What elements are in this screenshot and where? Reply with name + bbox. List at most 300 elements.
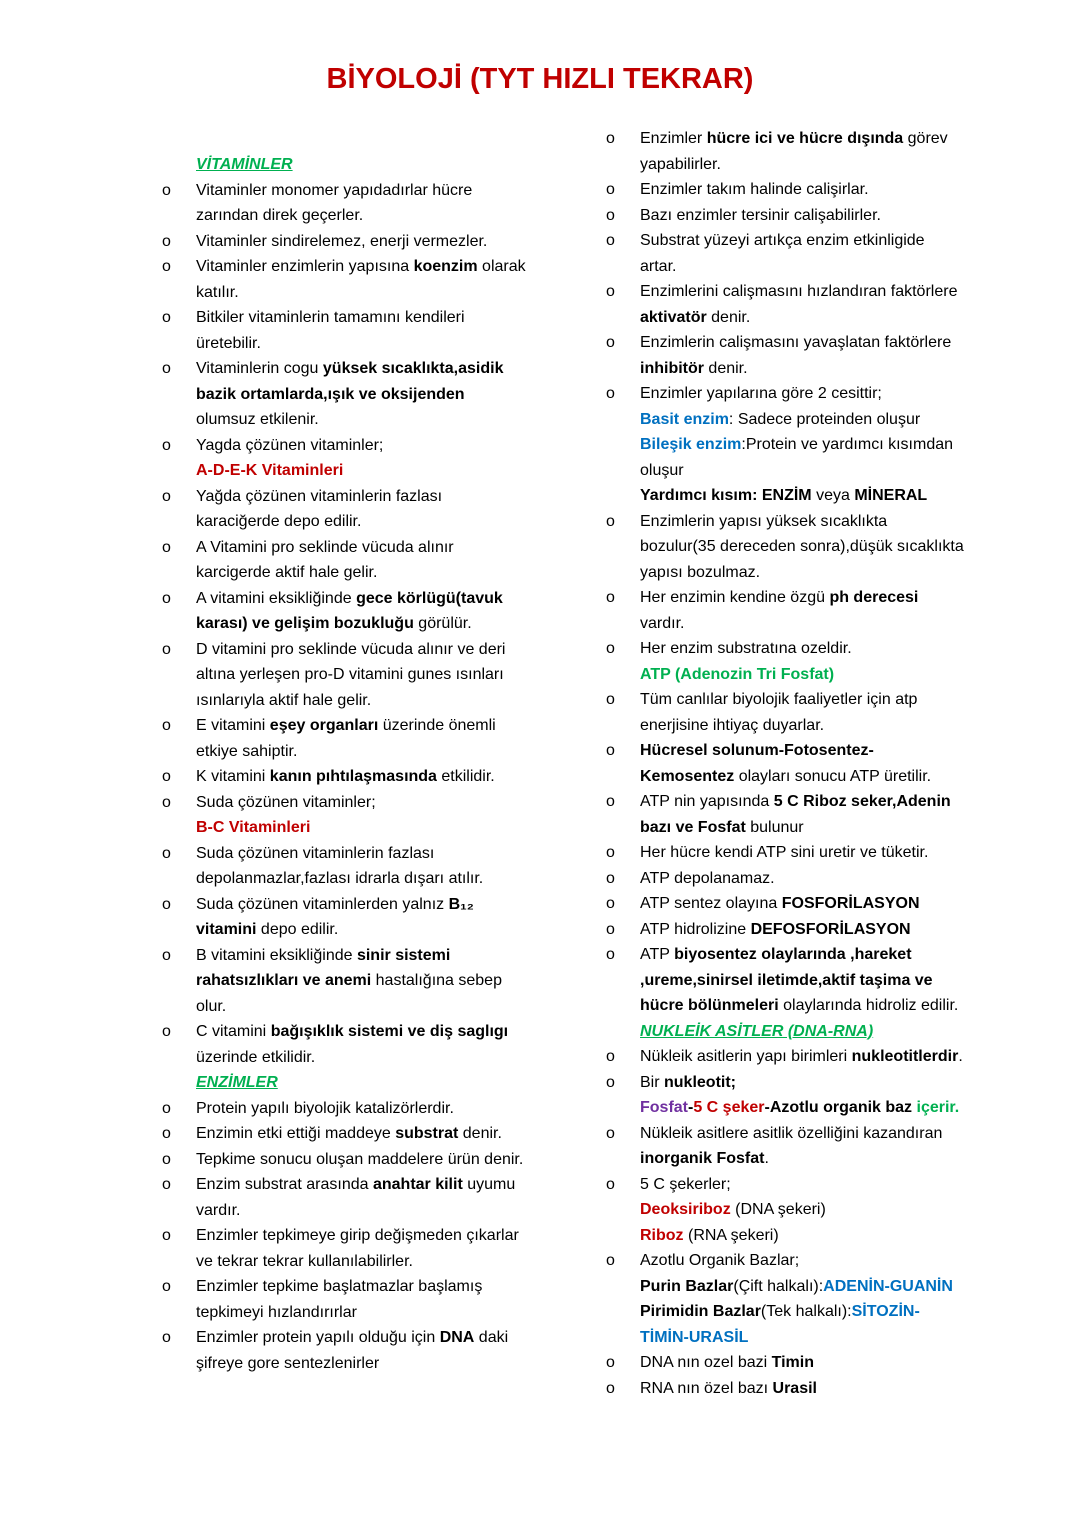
bullet-marker: o [162,1227,171,1244]
item-text [640,1376,964,1402]
item-text [640,1172,964,1198]
text-run: gece körlügü(tavuk karası) ve gelişim bozukluğu [196,589,503,632]
list-item [158,586,528,637]
text-run: denir. [703,359,748,377]
item-text [196,815,528,841]
item-text [196,433,528,459]
text-run: olayları sonucu ATP üretilir. [734,767,932,785]
text-run: . [958,1048,963,1065]
bullet-marker: o [162,589,171,607]
text-run: :Protein ve yardımcı kısımdan oluşur [640,436,954,479]
bullet-marker: o [606,742,615,759]
item-text [640,279,964,330]
bullet-spacer [602,1274,640,1300]
list-item [602,1376,964,1402]
item-text [196,1096,528,1122]
text-run: Azotlu organik baz [769,1099,917,1116]
list-item [158,1019,528,1070]
bullet-spacer [602,432,640,483]
text-run: hücre ici ve hücre dışında [706,130,904,147]
list-item [158,713,528,764]
bullet-marker: o [606,1048,615,1065]
list-item [602,1044,964,1070]
text-run: Bir [640,1073,664,1091]
content-columns [0,126,1080,1401]
text-run: sinir sistemi rahatsızlıkları ve anemi [196,946,451,989]
list-item [602,942,964,1019]
bullet-spacer [602,1299,640,1350]
text-run: Pirimidin Bazlar [640,1303,761,1320]
text-run: ENZİMLER [196,1074,278,1091]
text-run: A vitamini eksikliğinde [196,589,357,607]
item-text [196,943,528,1020]
list-continuation [602,483,964,509]
text-run: Riboz [640,1226,684,1244]
text-run: . [764,1150,769,1167]
item-text [196,152,528,178]
bullet-spacer [602,483,640,509]
item-text [196,1070,528,1096]
text-run: A Vitamini pro seklinde vücuda alınır karcigerde aktif hale gelir. [196,538,454,581]
text-run: RNA nın özel bazı [640,1379,773,1397]
item-text [640,840,964,866]
text-run: D vitamini pro seklinde vücuda alınır ve deri altına yerleşen pro-D vitamini gunes ısınları ısınlarıyla aktif hale gelir. [196,640,506,709]
item-text [640,866,964,892]
bullet-marker: o [162,360,171,377]
item-text [196,1019,528,1070]
text-run: Protein yapılı biyolojik katalizörlerdir. [196,1099,454,1117]
text-run: biyosentez olaylarında ,hareket ,ureme,sinirsel iletimde,aktif taşima ve hücre bölünmeleri [640,946,933,1014]
bullet-marker: o [606,385,615,402]
text-run: ATP sentez olayına [640,895,782,912]
item-text [640,942,964,1019]
item-text [640,228,964,279]
text-run: Suda çözünen vitaminlerden yalnız [196,895,449,913]
bullet-marker: o [606,844,615,861]
bullet-marker: o [162,181,171,199]
bullet-marker: o [162,258,171,275]
text-run: 5 C şeker [693,1099,765,1116]
text-run: B-C Vitaminleri [196,819,311,836]
text-run: Vitaminler sindirelemez, enerji vermezler. [196,232,488,250]
list-item [602,840,964,866]
list-item [602,917,964,943]
bullet-marker: o [162,717,171,734]
text-run: (RNA şekeri) [683,1226,779,1244]
list-item [602,279,964,330]
bullet-marker: o [162,232,171,250]
bullet-spacer [158,815,196,841]
list-item [602,1070,964,1096]
bullet-spacer [158,1070,196,1096]
text-run: nukleotit; [664,1073,736,1091]
bullet-marker: o [162,640,171,658]
text-run: üzerinde etkilidir. [196,1048,316,1066]
text-run: Enzimler [640,130,707,147]
list-continuation [602,1274,964,1300]
text-run: Hücresel solunum-Fotosentez-Kemosentez [640,742,874,785]
item-text [196,458,528,484]
text-run: Her hücre kendi ATP sini uretir ve tüketir. [640,844,929,861]
item-text [196,254,528,305]
item-text [196,1121,528,1147]
text-run: (DNA şekeri) [730,1201,826,1218]
text-run: Her enzim substratına ozeldir. [640,640,852,657]
item-text [196,586,528,637]
list-item [158,254,528,305]
bullet-marker: o [162,538,171,556]
bullet-marker: o [606,334,615,351]
text-run: Substrat yüzeyi artıkça enzim etkinligide artar. [640,232,925,275]
text-run: Urasil [772,1379,817,1397]
bullet-spacer [602,1223,640,1249]
bullet-marker: o [162,1278,171,1295]
item-text [640,1274,964,1300]
bullet-marker: o [162,1023,171,1040]
text-run: Suda çözünen vitaminlerin fazlası depolanmazlar,fazlası idrarla dışarı atılır. [196,844,484,887]
text-run: bağışıklık sistemi ve diş saglıgı [270,1023,509,1040]
bullet-marker: o [606,1175,615,1193]
bullet-marker: o [162,1125,171,1142]
item-text [640,585,964,636]
text-run: görülür. [413,615,472,632]
list-item [602,738,964,789]
text-run: Bitkiler vitaminlerin tamamını kendileri üretebilir. [196,309,465,352]
text-run: A-D-E-K Vitaminleri [196,462,344,479]
page-title: BİYOLOJİ (TYT HIZLI TEKRAR) [326,63,754,95]
item-text [640,483,964,509]
bullet-spacer [158,152,196,178]
text-run: (Çift halkalı): [733,1277,824,1295]
list-item [158,1121,528,1147]
list-item [602,636,964,662]
text-run: FOSFORİLASYON [781,895,920,912]
item-text [640,1197,964,1223]
item-text [196,484,528,535]
text-run: C vitamini [196,1023,271,1040]
text-run: vardır. [640,614,685,632]
text-run: B₁₂ vitamini [196,895,474,938]
list-item [602,1172,964,1198]
left-column [158,126,528,1401]
list-item [602,891,964,917]
right-column [602,126,964,1401]
text-run: uyumu vardır. [196,1176,516,1219]
list-item [158,305,528,356]
list-item [602,381,964,407]
text-run: Enzimler tepkime başlatmazlar başlamış tepkimeyi hızlandırırlar [196,1278,483,1321]
list-item [158,637,528,714]
text-run: Enzimler takım halinde calişirlar. [640,181,869,198]
text-run: inhibitör [640,359,704,377]
list-item [158,892,528,943]
item-text [640,1070,964,1096]
list-item [602,687,964,738]
text-run: Yardımcı kısım: [640,487,762,504]
bullet-marker: o [606,920,615,938]
list-item [602,789,964,840]
text-run: K vitamini [196,768,270,785]
text-run: DNA nın ozel bazi [640,1354,772,1371]
text-run: nukleotitlerdir [851,1048,959,1065]
item-text [640,789,964,840]
bullet-marker: o [606,206,615,224]
text-run: ph derecesi [829,589,919,606]
text-run: Deoksiriboz [640,1201,731,1218]
bullet-marker: o [606,895,615,912]
item-text [196,713,528,764]
item-text [640,1121,964,1172]
bullet-marker: o [606,1252,615,1269]
item-text [196,229,528,255]
list-continuation [602,407,964,433]
text-run: substrat [395,1125,459,1142]
text-run: ENZİM [761,487,812,504]
list-item [158,1172,528,1223]
item-text [640,738,964,789]
item-text [196,1274,528,1325]
list-item [602,203,964,229]
text-run: Enzimler protein yapılı olduğu için [196,1329,440,1346]
item-text [196,841,528,892]
text-run: eşey organları [269,717,379,734]
bullet-marker: o [606,589,615,606]
text-run: NUKLEİK ASİTLER (DNA-RNA) [640,1022,874,1040]
item-text [640,891,964,917]
list-continuation [602,1223,964,1249]
text-run: Vitaminlerin cogu [196,360,323,377]
text-run: ADENİN-GUANİN [823,1277,953,1295]
text-run: B vitamini eksikliğinde [196,946,357,964]
text-run: SİTOZİN-TİMİN-URASİL [640,1303,920,1346]
list-item [158,943,528,1020]
item-text [640,687,964,738]
text-run: daki şifreye gore sentezlenirler [196,1329,509,1372]
bullet-marker: o [606,512,615,530]
section-heading [602,1019,964,1045]
list-item [602,509,964,586]
text-run: kanın pıhtılaşmasında [269,768,437,785]
item-text [640,1248,964,1274]
text-run: Azotlu Organik Bazlar; [640,1252,800,1269]
item-text [640,1299,964,1350]
text-run: Enzimlerini calişmasını hızlandıran faktörlere [640,283,958,300]
item-text [640,330,964,381]
list-continuation [602,432,964,483]
list-item [602,1350,964,1376]
text-run: Purin Bazlar [640,1277,734,1295]
text-run: Enzimler tepkimeye girip değişmeden çıkarlar ve tekrar tekrar kullanılabilirler. [196,1227,519,1270]
list-item [602,177,964,203]
bullet-marker: o [162,946,171,964]
item-text [196,1147,528,1173]
text-run: - [688,1099,694,1116]
text-run: aktivatör [640,308,707,326]
bullet-marker: o [606,640,615,657]
text-run: Her enzimin kendine özgü [640,589,830,606]
item-text [640,1044,964,1070]
list-item [158,535,528,586]
list-item [158,484,528,535]
bullet-marker: o [606,1073,615,1091]
list-item [602,330,964,381]
item-text [640,917,964,943]
bullet-marker: o [162,844,171,862]
bullet-marker: o [162,1176,171,1193]
item-text [640,432,964,483]
text-run: 5 C şekerler; [640,1175,731,1193]
section-heading [158,1070,528,1096]
bullet-marker: o [162,309,171,326]
text-run: Bileşik enzim [640,436,742,453]
item-text [640,1095,964,1121]
text-run: Tepkime sonucu oluşan maddelere ürün denir. [196,1150,524,1168]
text-run: Nükleik asitlerin yapı birimleri [640,1048,852,1065]
text-run: (Tek halkalı): [760,1303,852,1320]
bullet-spacer [602,662,640,688]
list-continuation [602,1095,964,1121]
list-item [158,1147,528,1173]
item-text [640,636,964,662]
item-text [640,381,964,407]
item-text [196,637,528,714]
item-text [640,177,964,203]
bullet-marker: o [606,793,615,810]
list-continuation [602,1197,964,1223]
list-item [158,841,528,892]
bullet-spacer [158,458,196,484]
text-run: ATP depolanamaz. [640,869,775,887]
text-run: - [764,1099,770,1116]
text-run: depo edilir. [256,921,339,938]
list-item [158,790,528,816]
item-text [196,1223,528,1274]
item-text [196,1325,528,1376]
text-run: Vitaminler enzimlerin yapısına [196,258,414,275]
item-text [196,892,528,943]
text-run: Fosfat [640,1099,688,1116]
bullet-marker: o [606,1124,615,1142]
list-item [158,178,528,229]
text-run: Tüm canlılar biyolojik faaliyetler için atp enerjisine ihtiyaç duyarlar. [640,691,918,734]
bullet-spacer [602,1019,640,1045]
bullet-marker: o [606,283,615,300]
text-run: olaylarında hidroliz edilir. [778,997,959,1014]
bullet-marker: o [162,1150,171,1168]
text-run: ATP hidrolizine [640,920,751,938]
list-item [602,1121,964,1172]
bullet-marker: o [606,1354,615,1371]
text-run: üzerinde önemli etkiye sahiptir. [196,717,496,760]
item-text [196,356,528,433]
text-run: Vitaminler monomer yapıdadırlar hücre zarından direk geçerler. [196,181,473,224]
item-text [196,535,528,586]
list-item [158,433,528,459]
list-item [602,126,964,177]
bullet-marker: o [162,895,171,913]
text-run: E vitamini [196,717,270,734]
text-run: Enzimin etki ettiği maddeye [196,1125,396,1142]
item-text [196,764,528,790]
bullet-marker: o [162,793,171,811]
text-run: MİNERAL [854,487,928,504]
list-item [158,229,528,255]
text-run: ATP [640,946,675,963]
list-continuation [602,662,964,688]
item-text [196,305,528,356]
item-text [640,1350,964,1376]
text-run: 5 C Riboz seker,Adenin bazı ve Fosfat [640,793,951,836]
bullet-marker: o [606,232,615,249]
bullet-marker: o [606,1379,615,1397]
item-text [640,509,964,586]
bullet-spacer [602,1095,640,1121]
item-text [196,1172,528,1223]
text-run: veya [811,487,855,504]
text-run: DNA [439,1329,475,1346]
bullet-spacer [602,1197,640,1223]
text-run: denir. [706,308,751,326]
text-run: anahtar kilit [372,1176,463,1193]
bullet-marker: o [606,181,615,198]
list-item [158,1223,528,1274]
text-run: bulunur [745,818,804,836]
bullet-marker: o [606,869,615,887]
list-continuation [158,815,528,841]
list-item [158,1096,528,1122]
item-text [640,203,964,229]
text-run: hastalığına sebep olur. [196,972,502,1015]
bullet-marker: o [606,691,615,708]
item-text [640,126,964,177]
text-run: etkilidir. [436,768,495,785]
text-run: içerir. [916,1099,960,1116]
text-run: DEFOSFORİLASYON [750,920,911,938]
text-run: : Sadece proteinden oluşur [728,410,921,428]
text-run: Timin [771,1354,814,1371]
text-run: Enzimlerin yapısı yüksek sıcaklıkta bozulur(35 dereceden sonra),düşük sıcaklıkta yapısı bozulmaz. [640,512,964,581]
bullet-marker: o [162,1329,171,1346]
list-continuation [158,458,528,484]
bullet-marker: o [162,436,171,454]
text-run: Enzimler yapılarına göre 2 cesittir; [640,385,882,402]
bullet-marker: o [162,768,171,785]
text-run: Enzim substrat arasında [196,1176,373,1193]
text-run: olarak katılır. [196,258,526,301]
list-item [602,585,964,636]
text-run: Yağda çözünen vitaminlerin fazlası karaciğerde depo edilir. [196,487,443,530]
item-text [640,407,964,433]
text-run: yüksek sıcaklıkta,asidik bazik ortamlarda,ışık ve oksijenden [196,360,504,403]
list-item [602,866,964,892]
list-item [602,228,964,279]
bullet-spacer [602,407,640,433]
item-text [196,178,528,229]
bullet-marker: o [606,130,615,147]
item-text [640,662,964,688]
bullet-marker: o [162,487,171,505]
list-item [158,1325,528,1376]
text-run: ATP (Adenozin Tri Fosfat) [640,665,835,683]
item-text [640,1019,964,1045]
bullet-marker: o [162,1099,171,1117]
text-run: denir. [458,1125,502,1142]
text-run: Suda çözünen vitaminler; [196,793,376,811]
list-item [158,1274,528,1325]
text-run: VİTAMİNLER [196,156,293,173]
section-heading [158,152,528,178]
bullet-marker: o [606,946,615,963]
